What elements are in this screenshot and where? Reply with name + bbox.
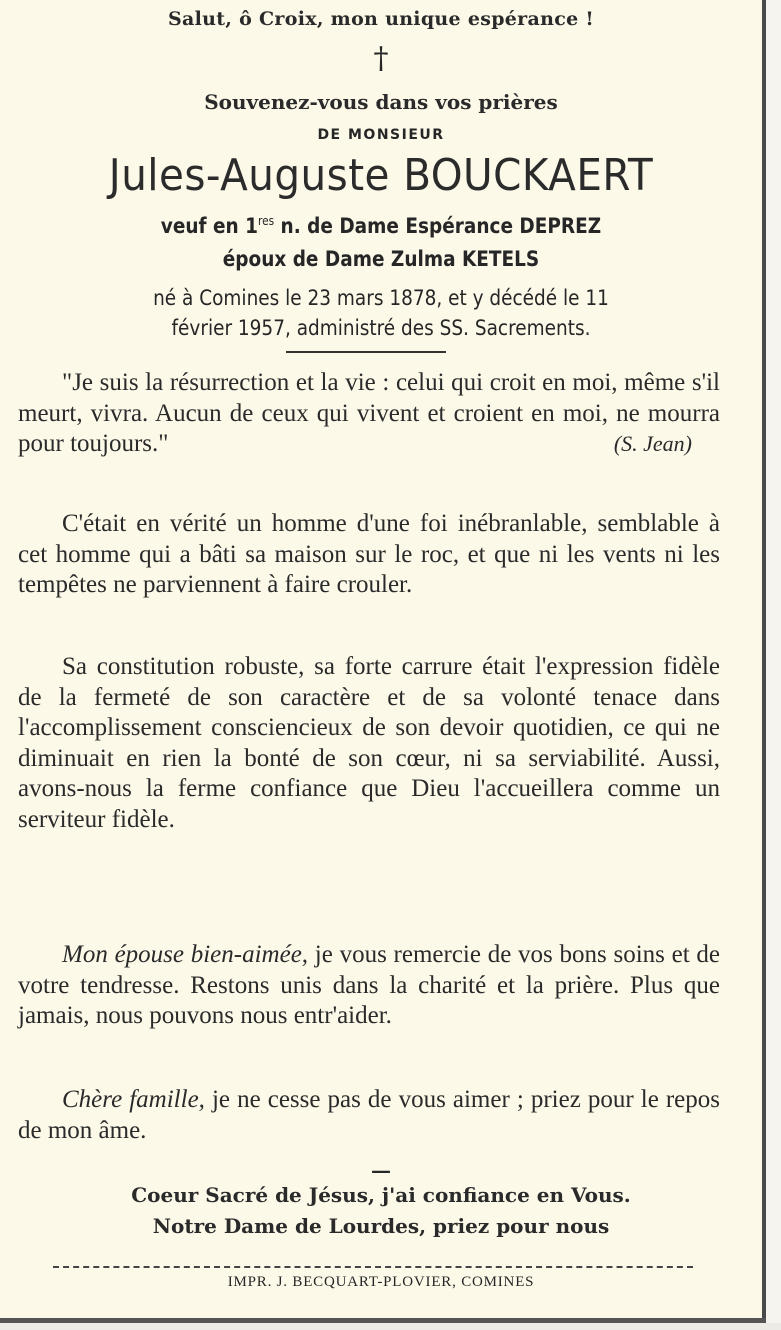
paragraph-2-text: Sa constitution robuste, sa forte carrure était l'expression fidèle de la fermeté de son caractère et de sa volonté tenace dans l'accomplissement consciencieux de son devoir quotidien, ce qui ne diminuait en rien la bonté de son cœur, ni sa serviabilité. Aussi, avons-nous la ferme confiance que Dieu l'accueillera comme un serviteur fidèle. bbox=[18, 653, 720, 833]
paragraph-4-text: je ne cesse pas de vous aimer ; priez pour le repos de mon âme. bbox=[18, 1086, 720, 1144]
footer-dash: — bbox=[371, 1158, 391, 1182]
paragraph-1-text: C'était en vérité un homme d'une foi inébranlable, semblable à cet homme qui a bâti sa maison sur le roc, et que ni les vents ni les tempêtes ne parviennent à faire crouler. bbox=[18, 510, 720, 598]
quote-source: (S. Jean) bbox=[613, 431, 692, 456]
veuf-sup: res bbox=[257, 214, 275, 228]
widower-line bbox=[46, 214, 717, 238]
paragraph-3-text: je vous remercie de vos bons soins et de votre tendresse. Restons unis dans la charité et la prière. Plus que jamais, nous pouvons nous entr'aider. bbox=[18, 941, 721, 1029]
prayer-lourdes: Notre Dame de Lourdes, priez pour nous bbox=[152, 1214, 610, 1238]
scripture-quote bbox=[18, 368, 720, 460]
cross-icon: † bbox=[373, 41, 389, 76]
dotted-separator bbox=[53, 1266, 693, 1268]
paragraph-character bbox=[18, 652, 720, 835]
scan-margin-bottom bbox=[0, 1323, 781, 1330]
scan-margin-right bbox=[766, 0, 781, 1330]
birth-death-line: né à Comines le 23 mars 1878, et y décédé le 11 février 1957, administré des SS. Sacrements. bbox=[153, 286, 609, 340]
veuf-suffix: n. de Dame Espérance DEPREZ bbox=[274, 214, 602, 238]
quote-text: "Je suis la résurrection et la vie : celui qui croit en moi, même s'il meurt, vivra. Aucun de ceux qui vivent et croient en moi, ne mourra pour toujours." bbox=[18, 369, 720, 457]
title-monsieur: DE MONSIEUR bbox=[317, 127, 445, 143]
family-address: Chère famille, bbox=[62, 1086, 205, 1113]
separator-rule bbox=[286, 351, 446, 353]
veuf-prefix: veuf en 1 bbox=[160, 214, 258, 238]
printer-credit: IMPR. J. BECQUART-PLOVIER, COMINES bbox=[227, 1274, 535, 1290]
motto: Salut, ô Croix, mon unique espérance ! bbox=[167, 8, 595, 30]
spouse-line: époux de Dame Zulma KETELS bbox=[222, 247, 540, 271]
prayer-sacred-heart: Coeur Sacré de Jésus, j'ai confiance en Vous. bbox=[131, 1183, 631, 1207]
paragraph-family bbox=[18, 1085, 720, 1146]
deceased-name: Jules-Auguste BOUCKAERT bbox=[108, 150, 654, 201]
paragraph-spouse bbox=[18, 940, 720, 1032]
paragraph-faith bbox=[18, 509, 720, 601]
spouse-address: Mon épouse bien-aimée, bbox=[62, 941, 309, 968]
remembrance-heading: Souvenez-vous dans vos prières bbox=[204, 90, 558, 114]
